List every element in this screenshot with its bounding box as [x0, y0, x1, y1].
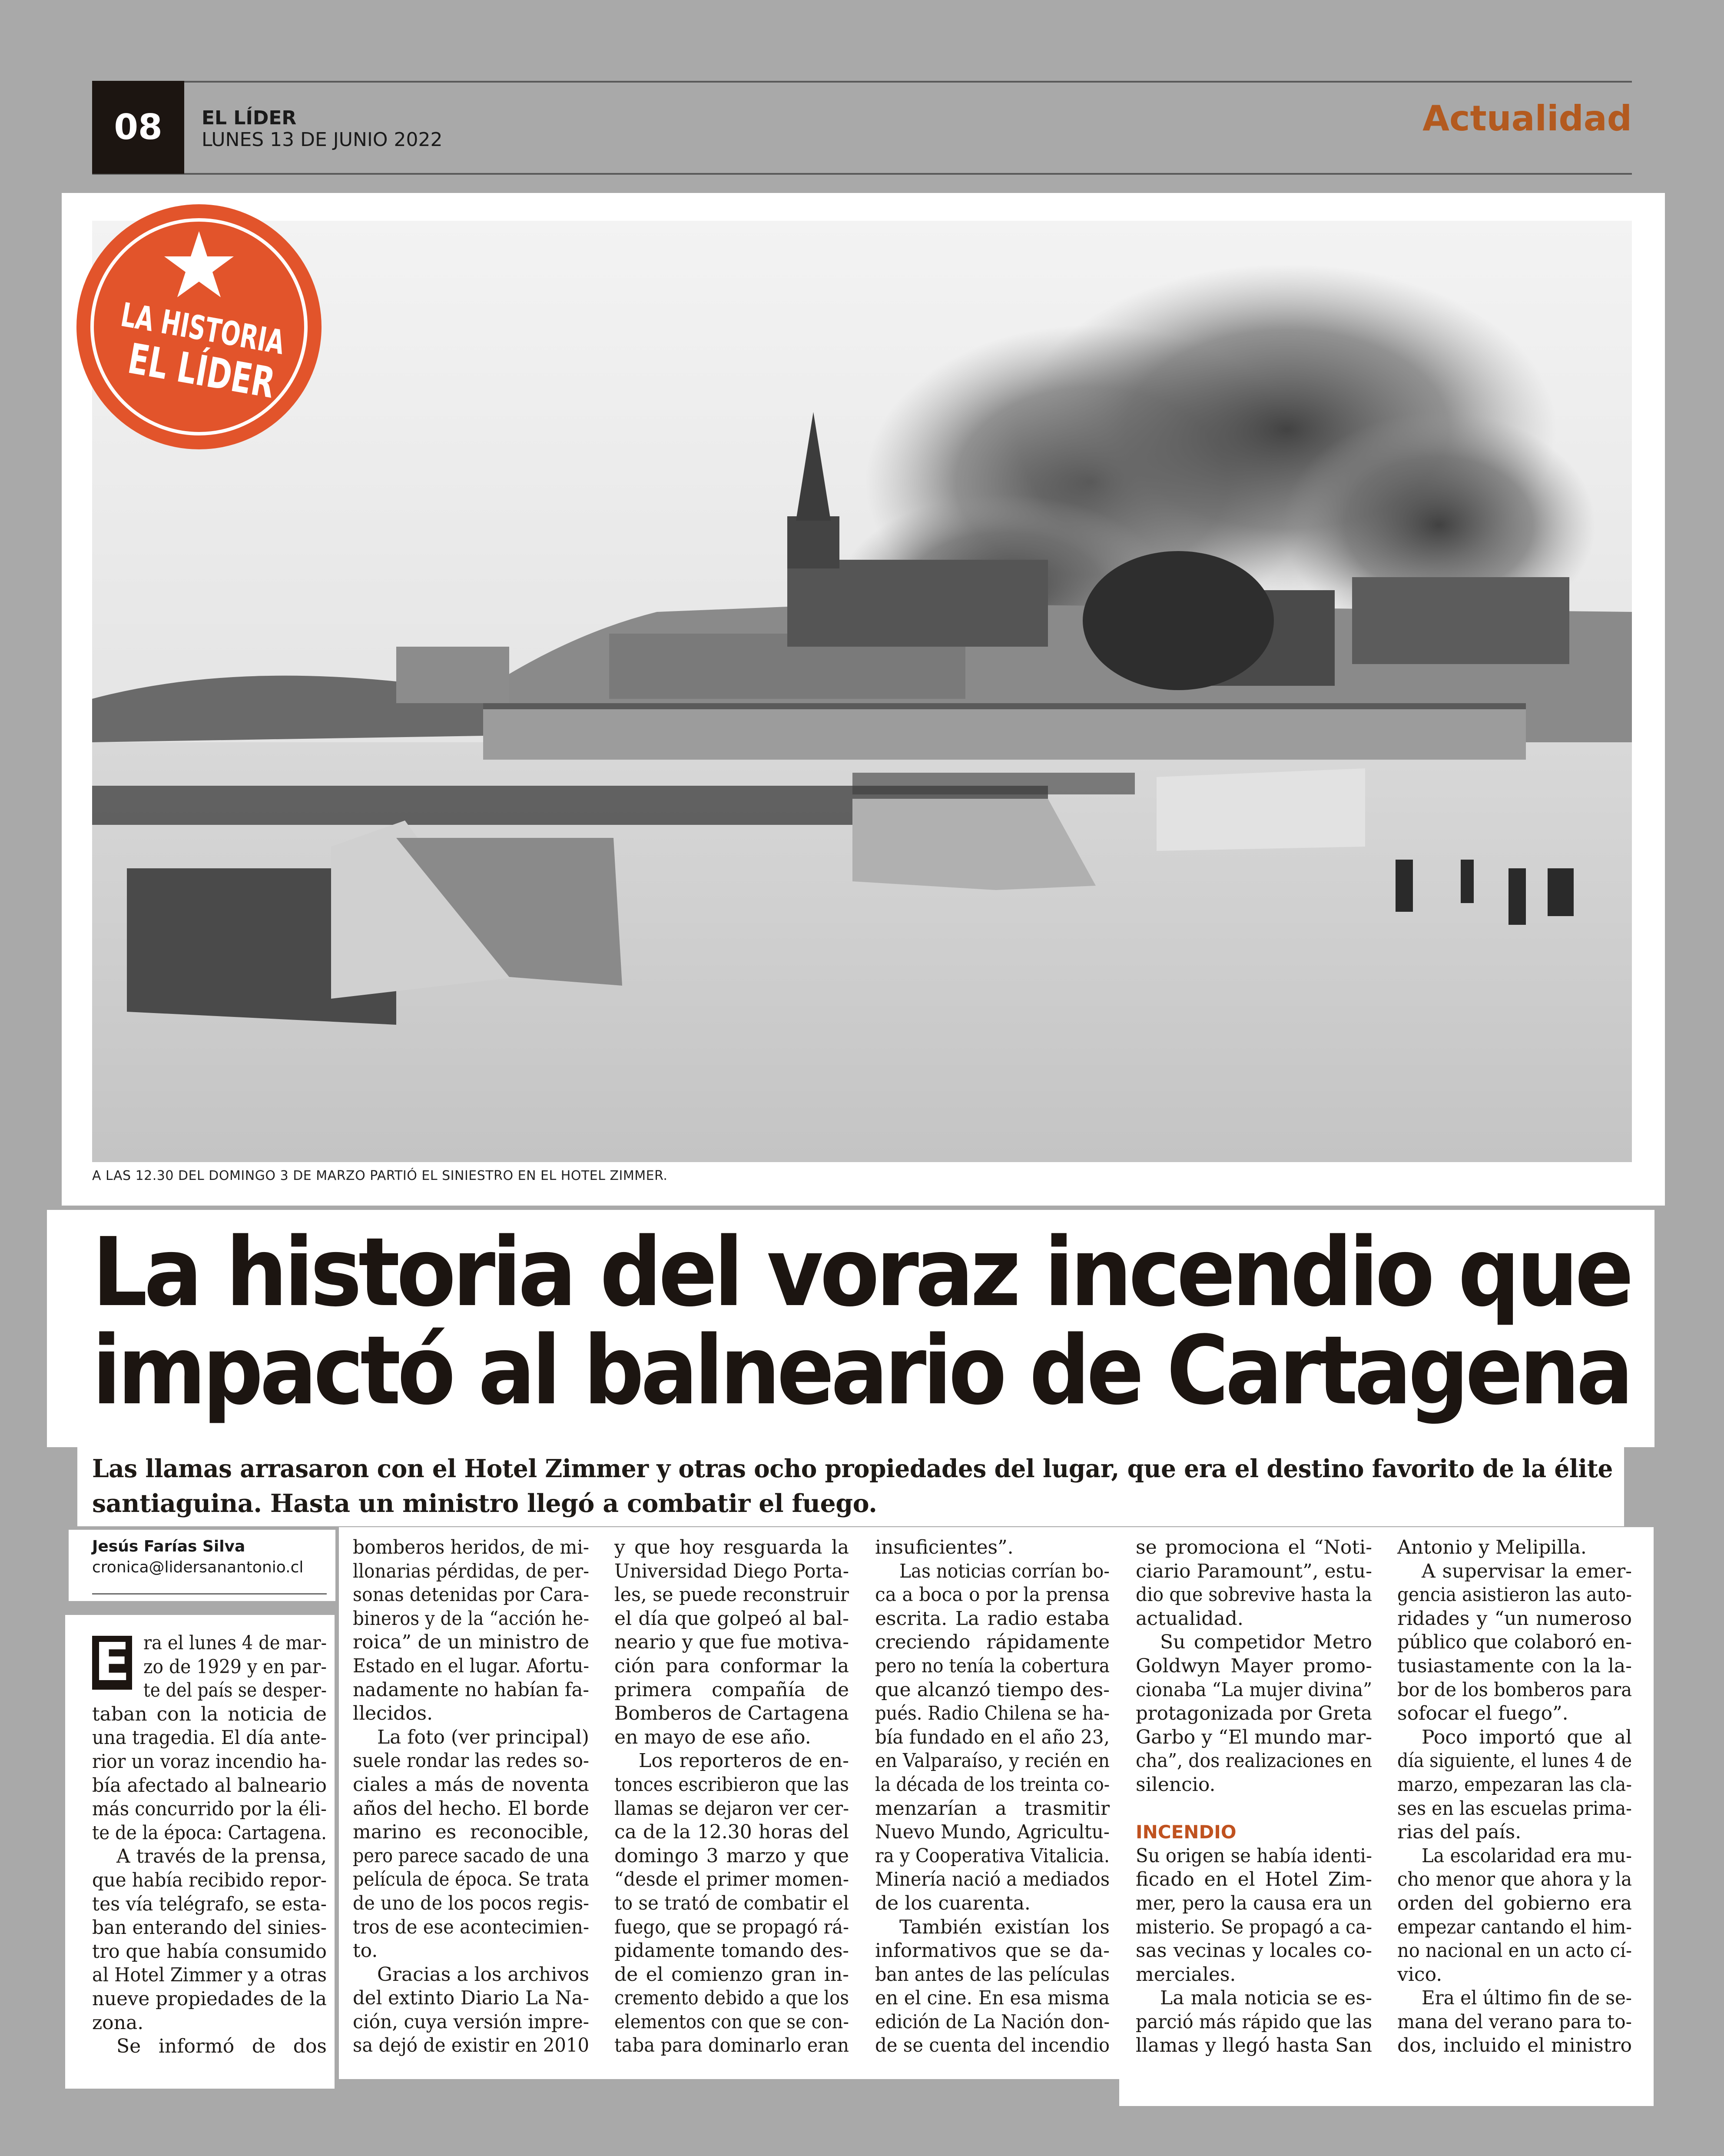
subhead-incendio: INCENDIO: [1136, 1821, 1237, 1843]
text-line: llamas y llegó hasta San: [1136, 2034, 1372, 2057]
text-line: ra y Cooperativa Vitalicia.: [875, 1844, 1110, 1867]
headline-line-1: La historia del voraz incendio que: [92, 1218, 1631, 1328]
text-line: día siguiente, el lunes 4 de: [1397, 1750, 1632, 1772]
article-column-4: [875, 1536, 1110, 2058]
text-line: llonarias pérdidas, de per-: [353, 1560, 589, 1582]
page-number: 08: [114, 107, 162, 147]
text-line: bomberos heridos, de mi-: [353, 1536, 589, 1558]
text-line: dio que sobrevive hasta la: [1136, 1584, 1372, 1606]
text-line: ban antes de las películas: [875, 1963, 1110, 1986]
text-line: Minería nació a mediados: [875, 1868, 1110, 1891]
text-line: no nacional en un acto cí-: [1397, 1940, 1632, 1962]
text-line: La escolaridad era mu-: [1422, 1844, 1632, 1867]
text-line: más concurrido por la éli-: [92, 1798, 327, 1820]
text-line: taban con la noticia de: [92, 1703, 327, 1725]
text-line: fuego, que se propagó rá-: [614, 1916, 849, 1938]
text-line: insuficientes”.: [875, 1536, 1014, 1558]
text-line: sonas detenidas por Cara-: [353, 1584, 589, 1606]
article-column-5: [1136, 1536, 1372, 2058]
text-line: rior un voraz incendio ha-: [92, 1750, 327, 1773]
text-line: cionaba “La mujer divina”: [1136, 1678, 1372, 1701]
text-line: Estado en el lugar. Afortu-: [353, 1654, 589, 1677]
text-line: Su competidor Metro: [1160, 1631, 1372, 1654]
text-line: Universidad Diego Porta-: [614, 1560, 849, 1582]
text-line: de uno de los pocos regis-: [353, 1892, 589, 1914]
newspaper-name: EL LÍDER: [202, 107, 297, 129]
badge-line-2: EL LÍDER: [124, 334, 323, 418]
text-line: marzo, empezaran las cla-: [1397, 1773, 1632, 1796]
text-line: de los cuarenta.: [875, 1892, 1031, 1914]
text-line: Se informó de dos: [116, 2035, 327, 2058]
text-line: zo de 1929 y en par-: [143, 1655, 327, 1678]
text-line: sas vecinas y locales co-: [1136, 1940, 1372, 1962]
text-line: sa dejó de existir en 2010: [353, 2034, 589, 2057]
text-line: A supervisar la emer-: [1422, 1560, 1632, 1582]
text-line: el día que golpeó al bal-: [614, 1607, 849, 1630]
byline-email: cronica@lidersanantonio.cl: [92, 1558, 304, 1576]
text-line: y que hoy resguarda la: [614, 1536, 849, 1558]
text-line: cho menor que ahora y la: [1397, 1868, 1632, 1891]
text-line: La mala noticia se es-: [1160, 1987, 1372, 2010]
text-line: nadamente no habían fa-: [353, 1678, 589, 1701]
text-line: También existían los: [899, 1916, 1110, 1938]
text-line: Era el último fin de se-: [1422, 1987, 1632, 2010]
headline-line-2: impactó al balneario de Cartagena: [92, 1316, 1630, 1426]
text-line: “desde el primer momen-: [614, 1868, 849, 1891]
text-line: bía afectado al balneario: [92, 1774, 327, 1797]
page-number-box: [92, 81, 184, 174]
text-line: marino es reconocible,: [353, 1821, 589, 1844]
text-line: llamas se dejaron ver cer-: [614, 1797, 849, 1820]
text-line: ban enterando del sinies-: [92, 1917, 327, 1939]
header-top-rule: [92, 81, 1632, 83]
text-line: La foto (ver principal): [377, 1726, 589, 1748]
text-line: ridades y “un numeroso: [1397, 1607, 1632, 1630]
article-column-6: [1397, 1536, 1632, 2058]
text-line: Gracias a los archivos: [377, 1963, 589, 1986]
text-line: Poco importó que al: [1422, 1726, 1632, 1748]
text-line: ción para conformar la: [614, 1654, 849, 1677]
byline-author: Jesús Farías Silva: [92, 1538, 245, 1555]
text-line: pidamente tomando des-: [614, 1940, 849, 1962]
text-line: tro que había consumido: [92, 1940, 327, 1963]
text-line: A través de la prensa,: [116, 1845, 327, 1868]
text-line: Su origen se había identi-: [1136, 1844, 1372, 1867]
text-line: ficado en el Hotel Zim-: [1136, 1868, 1372, 1891]
text-line: ses en las escuelas prima-: [1397, 1797, 1632, 1820]
text-line: en el cine. En esa misma: [875, 1987, 1110, 2010]
text-line: de se cuenta del incendio: [875, 2034, 1110, 2057]
text-line: escrita. La radio estaba: [875, 1607, 1110, 1630]
text-line: del extinto Diario La Na-: [353, 1987, 589, 2010]
badge-line-1: LA HISTORIA: [118, 295, 323, 374]
text-line: edición de La Nación don-: [875, 2010, 1110, 2033]
text-line: roica” de un ministro de: [353, 1631, 589, 1654]
text-line: ra el lunes 4 de mar-: [143, 1632, 327, 1654]
text-line: Bomberos de Cartagena: [614, 1702, 849, 1725]
text-line: orden del gobierno era: [1397, 1892, 1632, 1914]
photo-caption: A LAS 12.30 DEL DOMINGO 3 DE MARZO PARTIÓ EL SINIESTRO EN EL HOTEL ZIMMER.: [92, 1168, 668, 1183]
text-line: to.: [353, 1940, 378, 1962]
text-line: domingo 3 marzo y que: [614, 1844, 849, 1867]
header-bottom-rule: [92, 173, 1632, 175]
text-line: tes vía telégrafo, se esta-: [92, 1893, 327, 1915]
text-line: sofocar el fuego”.: [1397, 1702, 1568, 1725]
text-line: empezar cantando el him-: [1397, 1916, 1632, 1938]
text-line: merciales.: [1136, 1963, 1236, 1986]
text-line: de el comienzo gran in-: [614, 1963, 849, 1986]
text-line: ción, cuya versión impre-: [353, 2010, 589, 2033]
text-line: al Hotel Zimmer y a otras: [92, 1964, 327, 1987]
drop-cap: E: [92, 1636, 132, 1690]
text-line: nueve propiedades de la: [92, 1987, 327, 2010]
issue-date: LUNES 13 DE JUNIO 2022: [202, 129, 443, 151]
text-line: pero parece sacado de una: [353, 1844, 589, 1867]
spacer: [1136, 1797, 1372, 1821]
text-line: tonces escribieron que las: [614, 1773, 849, 1796]
text-line: pero no tenía la cobertura: [875, 1654, 1110, 1677]
text-line: bía fundado en el año 23,: [875, 1726, 1110, 1748]
text-line: to se trató de combatir el: [614, 1892, 849, 1914]
text-line: Goldwyn Mayer promo-: [1136, 1654, 1372, 1677]
text-line: te de la época: Cartagena.: [92, 1821, 327, 1844]
text-line: pués. Radio Chilena se ha-: [875, 1702, 1110, 1725]
text-line: Nuevo Mundo, Agricultu-: [875, 1821, 1110, 1844]
text-line: suele rondar las redes so-: [353, 1750, 589, 1772]
text-line: llecidos.: [353, 1702, 433, 1725]
text-line: elementos con que se con-: [614, 2010, 849, 2033]
text-line: gencia asistieron las auto-: [1397, 1584, 1632, 1606]
text-line: protagonizada por Greta: [1136, 1702, 1372, 1725]
text-line: se promociona el “Noti-: [1136, 1536, 1372, 1558]
text-line: les, se puede reconstruir: [614, 1584, 849, 1606]
deck-line-1: Las llamas arrasaron con el Hotel Zimmer y otras ocho propiedades del lugar, que era el destino favorito de la élite: [92, 1454, 1613, 1483]
text-line: en mayo de ese año.: [614, 1726, 811, 1748]
text-line: menzarían a trasmitir: [875, 1797, 1110, 1820]
text-line: zona.: [92, 2011, 144, 2034]
text-line: Antonio y Melipilla.: [1397, 1536, 1587, 1558]
text-line: Las noticias corrían bo-: [899, 1560, 1110, 1582]
text-line: rias del país.: [1397, 1821, 1522, 1844]
text-line: dos, incluido el ministro: [1397, 2034, 1632, 2057]
text-line: primera compañía de: [614, 1678, 849, 1701]
text-line: cha”, dos realizaciones en: [1136, 1750, 1372, 1772]
text-line: te del país se desper-: [143, 1679, 327, 1702]
text-line: silencio.: [1136, 1773, 1216, 1796]
text-line: la década de los treinta co-: [875, 1773, 1110, 1796]
deck-line-2: santiaguina. Hasta un ministro llegó a combatir el fuego.: [92, 1489, 877, 1518]
text-line: vico.: [1397, 1963, 1442, 1986]
article-column-1: [92, 1631, 327, 2059]
text-line: taba para dominarlo eran: [614, 2034, 849, 2057]
text-line: que había recibido repor-: [92, 1869, 327, 1891]
text-line: película de época. Se trata: [353, 1868, 589, 1891]
article-column-3: [614, 1536, 849, 2058]
text-line: ca a boca o por la prensa: [875, 1584, 1110, 1606]
text-line: ca de la 12.30 horas del: [614, 1821, 849, 1844]
text-line: años del hecho. El borde: [353, 1797, 589, 1820]
text-line: ciario Paramount”, estu-: [1136, 1560, 1372, 1582]
text-line: misterio. Se propagó a ca-: [1136, 1916, 1372, 1938]
text-line: bor de los bomberos para: [1397, 1678, 1632, 1701]
text-line: mana del verano para to-: [1397, 2010, 1632, 2033]
article-column-2: [353, 1536, 589, 2058]
text-line: bineros y de la “acción he-: [353, 1607, 589, 1630]
text-line: actualidad.: [1136, 1607, 1243, 1630]
text-line: Los reporteros de en-: [639, 1750, 849, 1772]
text-line: informativos que se da-: [875, 1940, 1110, 1962]
text-line: tros de ese acontecimien-: [353, 1916, 589, 1938]
section-label: Actualidad: [1422, 98, 1632, 139]
text-line: cremento debido a que los: [614, 1987, 849, 2010]
text-line: que alcanzó tiempo des-: [875, 1678, 1110, 1701]
text-line: creciendo rápidamente: [875, 1631, 1110, 1654]
text-line: mer, pero la causa era un: [1136, 1892, 1372, 1914]
text-line: público que colaboró en-: [1397, 1631, 1632, 1654]
text-line: tusiastamente con la la-: [1397, 1654, 1632, 1677]
text-line: Garbo y “El mundo mar-: [1136, 1726, 1372, 1748]
text-line: parció más rápido que las: [1136, 2010, 1372, 2033]
text-line: ciales a más de noventa: [353, 1773, 589, 1796]
text-line: en Valparaíso, y recién en: [875, 1750, 1110, 1772]
text-line: una tragedia. El día ante-: [92, 1727, 327, 1749]
byline-rule: [92, 1593, 327, 1595]
la-historia-badge: [75, 203, 323, 451]
text-line: neario y que fue motiva-: [614, 1631, 849, 1654]
